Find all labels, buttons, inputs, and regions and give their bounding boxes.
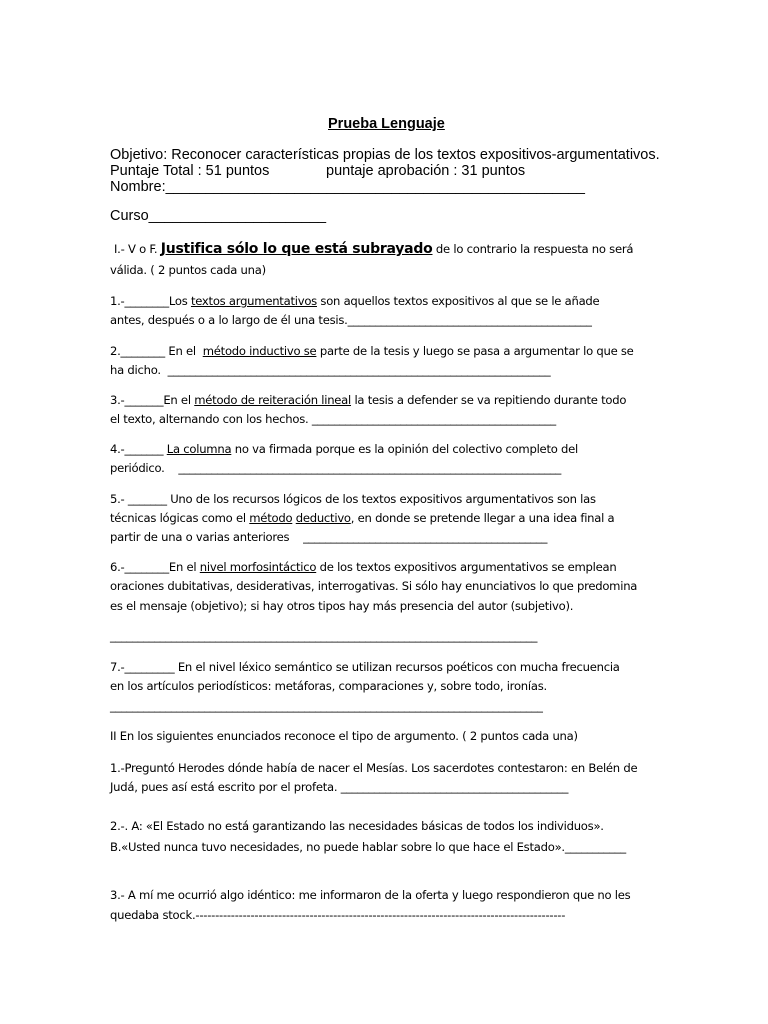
pass-score: puntaje aprobación : 31 puntos xyxy=(326,163,526,179)
question-6-line3: es el mensaje (objetivo); si hay otros tipos hay más presencia del autor (subjetivo). xyxy=(110,599,574,613)
name-field: Nombre:____________________________________________________ xyxy=(110,179,585,195)
question-2-line2: ha dicho. _____________________________________________________________________ xyxy=(110,363,551,377)
section2-item-3: 3.- A mí me ocurrió algo idéntico: me informaron de la oferta y luego respondieron que no les xyxy=(110,888,631,902)
question-2: 2.________ En el método inductivo se parte de la tesis y luego se pasa a argumentar lo que se xyxy=(110,344,634,358)
question-6-answer-line: _____________________________________________________________________________ xyxy=(110,629,538,643)
section1-instructions-line2: válida. ( 2 puntos cada una) xyxy=(110,263,266,277)
question-6-line2: oraciones dubitativas, desiderativas, interrogativas. Si sólo hay enunciativos lo que predomina xyxy=(110,579,638,593)
page-title: Prueba Lenguaje xyxy=(328,116,445,132)
total-score: Puntaje Total : 51 puntos xyxy=(110,163,270,179)
section2-item-3-line2: quedaba stock.---------------------------------------------------------------------------------------------- xyxy=(110,908,566,922)
question-7-answer-line: ______________________________________________________________________________ xyxy=(110,699,543,713)
section1-emphasis: Justifica sólo lo que está subrayado xyxy=(160,241,433,257)
question-5-line3: partir de una o varias anteriores ____________________________________________ xyxy=(110,530,548,544)
section2-item-1-line2: Judá, pues así está escrito por el profeta. _________________________________________ xyxy=(110,780,569,794)
question-4-line2: periódico. _____________________________________________________________________ xyxy=(110,461,562,475)
question-4: 4.-_______ La columna no va firmada porque es la opinión del colectivo completo del xyxy=(110,442,578,456)
course-field: Curso______________________ xyxy=(110,208,327,224)
section2-item-2-line2: B.«Usted nunca tuvo necesidades, no puede hablar sobre lo que hace el Estado».___________ xyxy=(110,840,626,854)
objective-text: Objetivo: Reconocer características propias de los textos expositivos-argumentativos. xyxy=(110,147,660,163)
question-1-line2: antes, después o a lo largo de él una tesis.____________________________________________ xyxy=(110,313,592,327)
question-7-line2: en los artículos periodísticos: metáforas, comparaciones y, sobre todo, ironías. xyxy=(110,679,547,693)
question-3: 3.-_______En el método de reiteración lineal la tesis a defender se va repitiendo durante todo xyxy=(110,393,627,407)
question-6: 6.-________En el nivel morfosintáctico de los textos expositivos argumentativos se emplean xyxy=(110,560,617,574)
question-1: 1.-________Los textos argumentativos son aquellos textos expositivos al que se le añade xyxy=(110,294,600,308)
section2-heading: II En los siguientes enunciados reconoce el tipo de argumento. ( 2 puntos cada una) xyxy=(110,729,578,743)
section2-item-2: 2.-. A: «El Estado no está garantizando las necesidades básicas de todos los individuos». xyxy=(110,819,604,833)
question-5-line2: técnicas lógicas como el método deductivo, en donde se pretende llegar a una idea final a xyxy=(110,511,615,525)
question-5: 5.- _______ Uno de los recursos lógicos de los textos expositivos argumentativos son las xyxy=(110,492,596,506)
question-3-line2: el texto, alternando con los hechos. ____________________________________________ xyxy=(110,412,556,426)
section2-item-1: 1.-Preguntó Herodes dónde había de nacer el Mesías. Los sacerdotes contestaron: en Belén de xyxy=(110,761,638,775)
section1-instructions: I.- V o F. Justifica sólo lo que está subrayado de lo contrario la respuesta no será xyxy=(114,241,634,257)
question-7: 7.-_________ En el nivel léxico semántico se utilizan recursos poéticos con mucha frecuencia xyxy=(110,660,620,674)
